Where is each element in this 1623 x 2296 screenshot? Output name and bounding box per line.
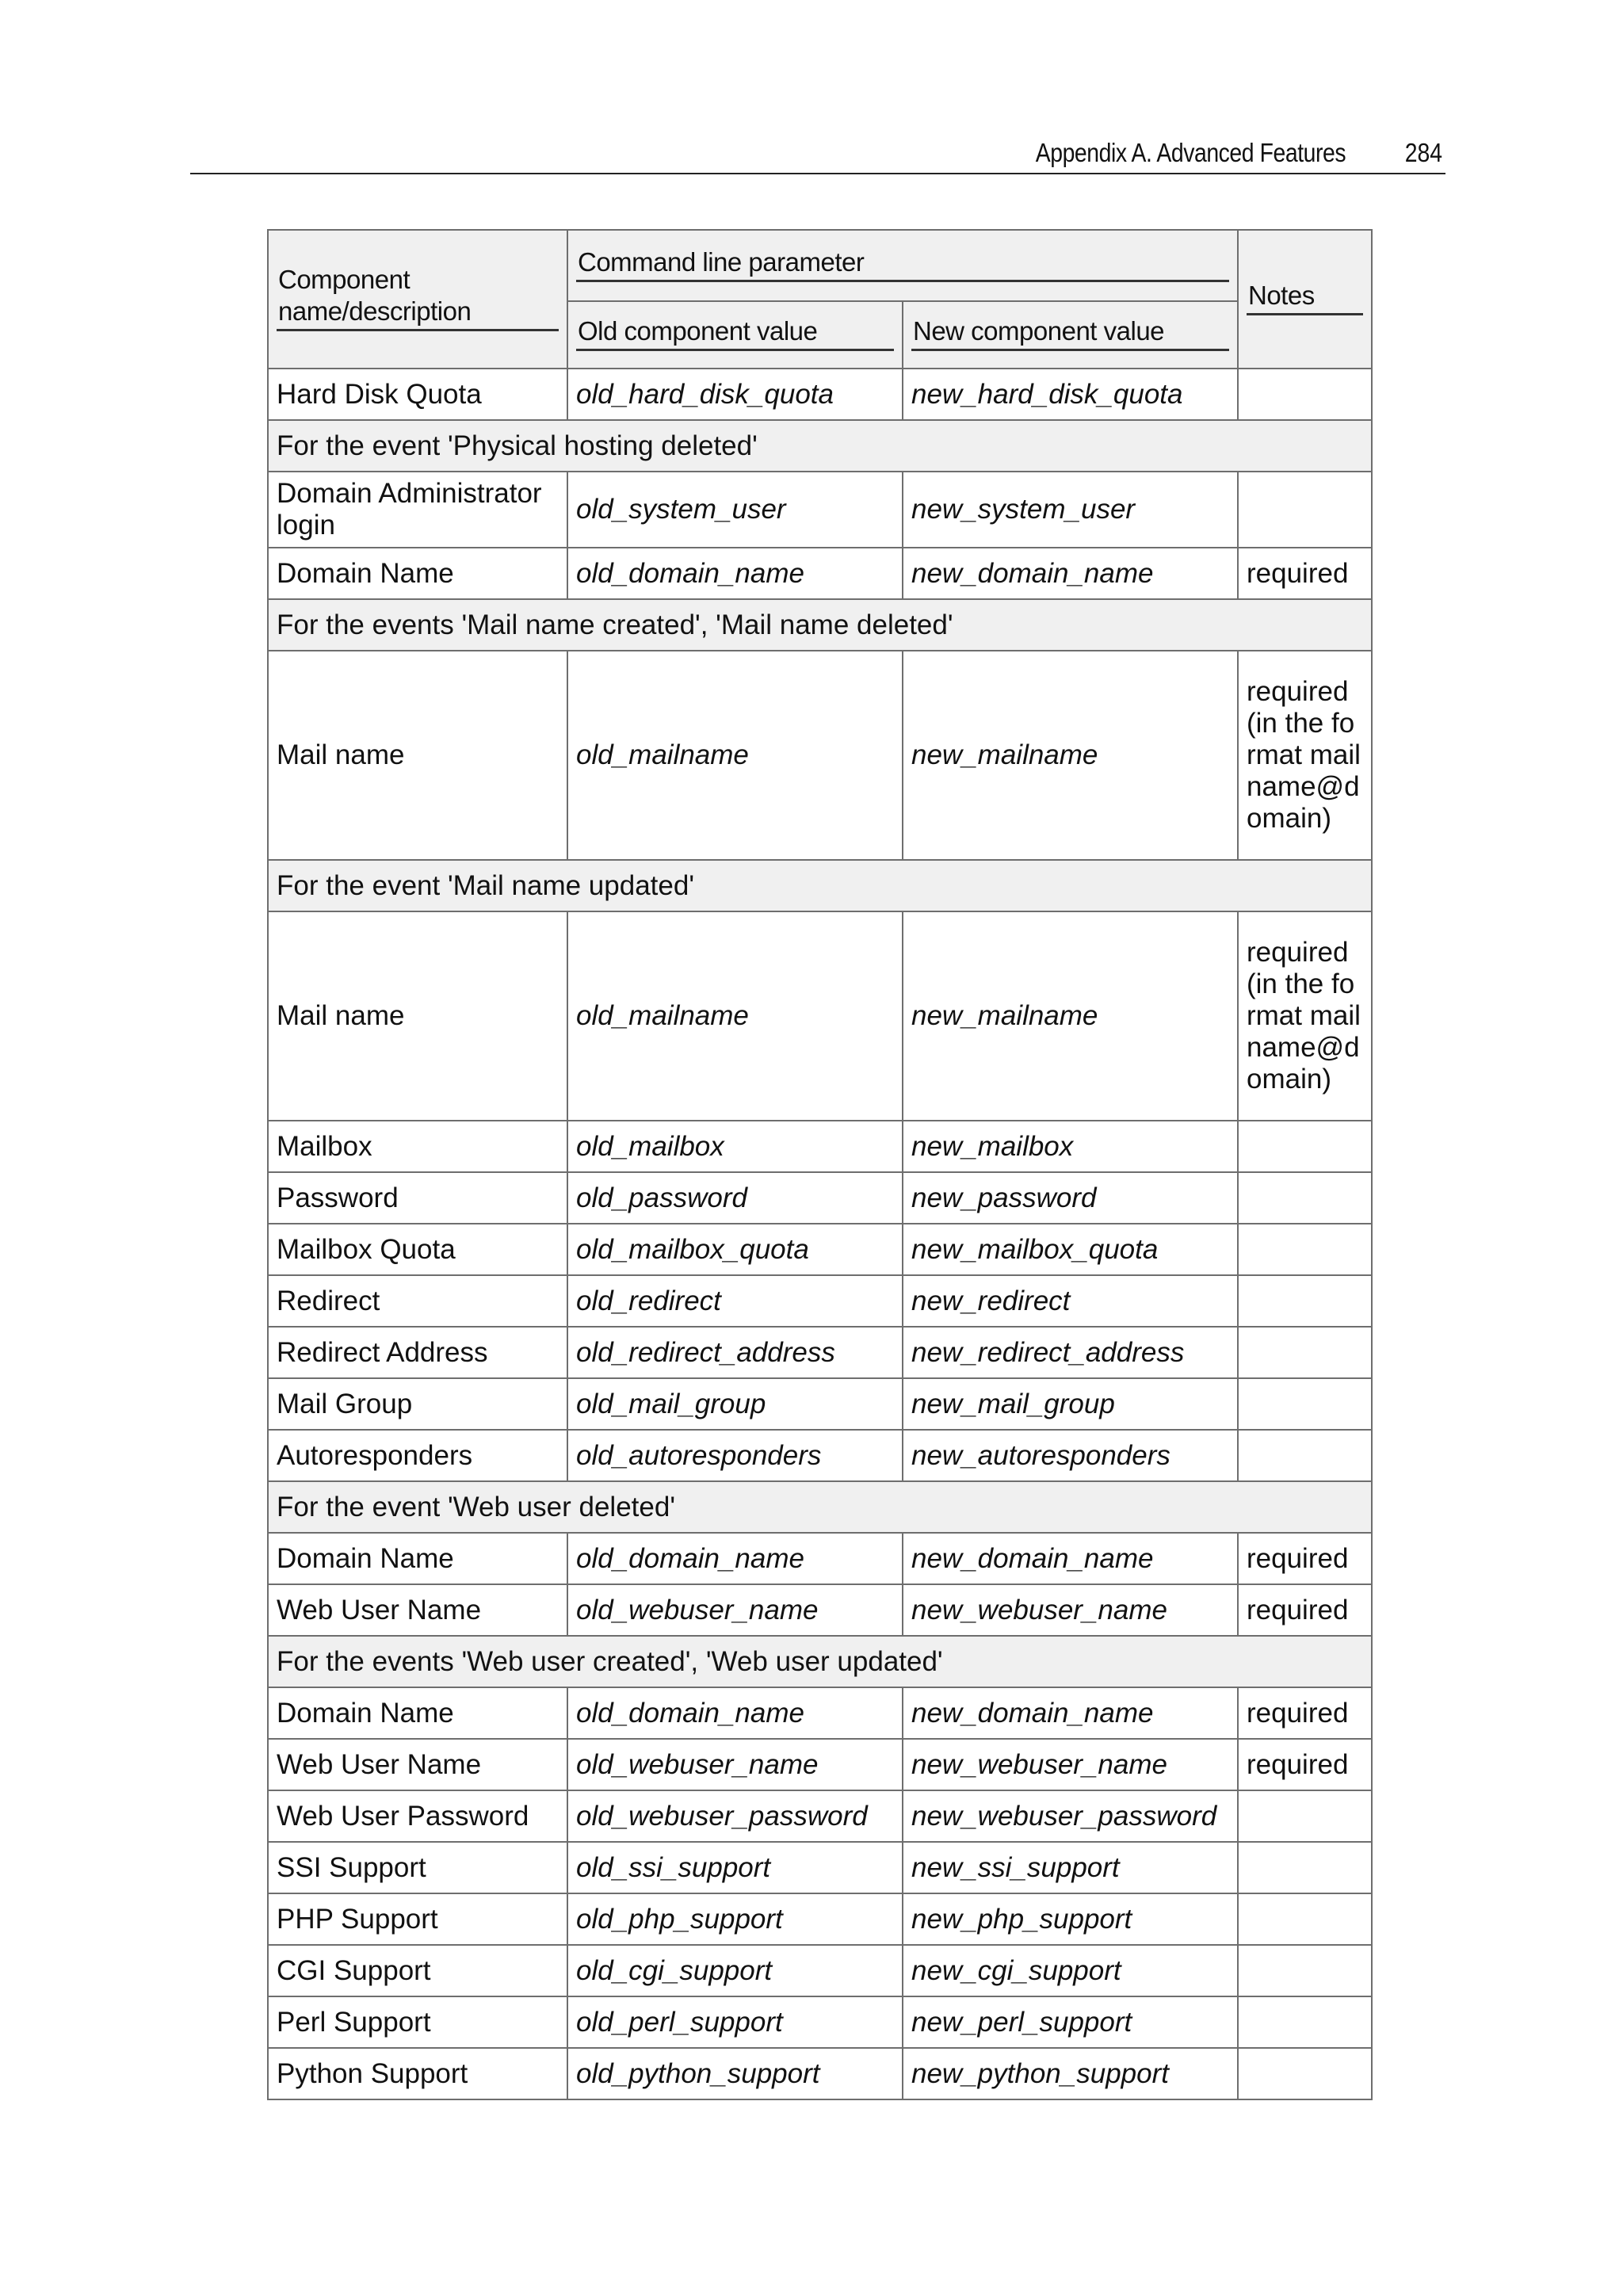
section-row: [268, 1636, 1372, 1687]
old-value-cell: old_webuser_name: [567, 1739, 903, 1790]
section-title: For the event 'Web user deleted': [268, 1481, 1372, 1533]
header-page-number: 284: [1404, 138, 1442, 167]
notes-cell: [1238, 472, 1372, 548]
table-row: [268, 911, 1372, 1121]
old-value-cell: old_mail_group: [567, 1378, 903, 1430]
component-cell: Hard Disk Quota: [268, 369, 567, 420]
table-row: [268, 1430, 1372, 1481]
notes-cell: required: [1238, 548, 1372, 599]
page-header: [190, 135, 1445, 174]
old-value-cell: old_webuser_name: [567, 1584, 903, 1636]
new-value-cell: new_mailname: [903, 911, 1238, 1121]
notes-cell: [1238, 369, 1372, 420]
table-row: [268, 1996, 1372, 2048]
old-value-cell: old_system_user: [567, 472, 903, 548]
notes-cell: required: [1238, 1739, 1372, 1790]
component-cell: SSI Support: [268, 1842, 567, 1893]
notes-cell: [1238, 2048, 1372, 2099]
new-value-cell: new_redirect: [903, 1275, 1238, 1327]
old-value-cell: old_mailbox_quota: [567, 1224, 903, 1275]
old-value-cell: old_autoresponders: [567, 1430, 903, 1481]
new-value-cell: new_hard_disk_quota: [903, 369, 1238, 420]
table-row: [268, 472, 1372, 548]
old-value-cell: old_mailname: [567, 911, 903, 1121]
component-cell: Domain Name: [268, 548, 567, 599]
section-row: [268, 1481, 1372, 1533]
notes-cell: [1238, 1224, 1372, 1275]
new-value-cell: new_mail_group: [903, 1378, 1238, 1430]
notes-cell: required: [1238, 1584, 1372, 1636]
notes-cell: [1238, 1893, 1372, 1945]
new-value-cell: new_webuser_name: [903, 1739, 1238, 1790]
col-header-new-value: New component value: [903, 301, 1238, 369]
new-value-cell: new_php_support: [903, 1893, 1238, 1945]
table-row: [268, 1584, 1372, 1636]
table-row: [268, 1945, 1372, 1996]
component-cell: Domain Administrator login: [268, 472, 567, 548]
table-row: [268, 1893, 1372, 1945]
notes-cell: [1238, 1842, 1372, 1893]
component-cell: Redirect: [268, 1275, 567, 1327]
notes-cell: [1238, 1996, 1372, 2048]
new-value-cell: new_python_support: [903, 2048, 1238, 2099]
new-value-cell: new_perl_support: [903, 1996, 1238, 2048]
section-title: For the event 'Mail name updated': [268, 860, 1372, 911]
component-cell: Domain Name: [268, 1687, 567, 1739]
section-title: For the events 'Mail name created', 'Mail name deleted': [268, 599, 1372, 651]
new-value-cell: new_password: [903, 1172, 1238, 1224]
table-row: [268, 1739, 1372, 1790]
table-row: [268, 2048, 1372, 2099]
notes-cell: [1238, 1172, 1372, 1224]
component-cell: Mail Group: [268, 1378, 567, 1430]
notes-cell: [1238, 1430, 1372, 1481]
component-cell: Mail name: [268, 911, 567, 1121]
section-row: [268, 599, 1372, 651]
section-title: For the events 'Web user created', 'Web user updated': [268, 1636, 1372, 1687]
old-value-cell: old_cgi_support: [567, 1945, 903, 1996]
section-row: [268, 860, 1372, 911]
component-cell: PHP Support: [268, 1893, 567, 1945]
new-value-cell: new_mailbox_quota: [903, 1224, 1238, 1275]
parameters-table: [267, 229, 1373, 2100]
old-value-cell: old_python_support: [567, 2048, 903, 2099]
new-value-cell: new_domain_name: [903, 1533, 1238, 1584]
table-row: [268, 651, 1372, 860]
component-cell: Python Support: [268, 2048, 567, 2099]
old-value-cell: old_password: [567, 1172, 903, 1224]
new-value-cell: new_domain_name: [903, 1687, 1238, 1739]
notes-cell: [1238, 1790, 1372, 1842]
new-value-cell: new_cgi_support: [903, 1945, 1238, 1996]
component-cell: Web User Name: [268, 1739, 567, 1790]
table-row: [268, 1224, 1372, 1275]
old-value-cell: old_perl_support: [567, 1996, 903, 2048]
table-row: [268, 1790, 1372, 1842]
table-row: [268, 1533, 1372, 1584]
new-value-cell: new_domain_name: [903, 548, 1238, 599]
table-row: [268, 1687, 1372, 1739]
table-row: [268, 1121, 1372, 1172]
col-header-command-line: Command line parameter: [567, 230, 1238, 301]
new-value-cell: new_webuser_password: [903, 1790, 1238, 1842]
old-value-cell: old_domain_name: [567, 1687, 903, 1739]
new-value-cell: new_autoresponders: [903, 1430, 1238, 1481]
col-header-component: Component name/description: [268, 230, 567, 369]
new-value-cell: new_mailname: [903, 651, 1238, 860]
notes-cell: [1238, 1327, 1372, 1378]
component-cell: Domain Name: [268, 1533, 567, 1584]
old-value-cell: old_ssi_support: [567, 1842, 903, 1893]
table-row: [268, 548, 1372, 599]
col-header-notes: Notes: [1238, 230, 1372, 369]
old-value-cell: old_php_support: [567, 1893, 903, 1945]
table-header: [268, 230, 1372, 369]
notes-cell: [1238, 1275, 1372, 1327]
table-row: [268, 369, 1372, 420]
component-cell: Perl Support: [268, 1996, 567, 2048]
table-row: [268, 1172, 1372, 1224]
notes-cell: required: [1238, 1533, 1372, 1584]
new-value-cell: new_redirect_address: [903, 1327, 1238, 1378]
component-cell: Autoresponders: [268, 1430, 567, 1481]
component-cell: Mailbox Quota: [268, 1224, 567, 1275]
component-cell: Mail name: [268, 651, 567, 860]
component-cell: CGI Support: [268, 1945, 567, 1996]
old-value-cell: old_domain_name: [567, 548, 903, 599]
component-cell: Mailbox: [268, 1121, 567, 1172]
old-value-cell: old_mailname: [567, 651, 903, 860]
notes-cell: required (in the format mailname@domain): [1238, 651, 1372, 860]
col-header-old-value: Old component value: [567, 301, 903, 369]
table-body: [268, 369, 1372, 2099]
new-value-cell: new_ssi_support: [903, 1842, 1238, 1893]
new-value-cell: new_system_user: [903, 472, 1238, 548]
old-value-cell: old_redirect_address: [567, 1327, 903, 1378]
section-title: For the event 'Physical hosting deleted': [268, 420, 1372, 472]
component-cell: Web User Name: [268, 1584, 567, 1636]
table-row: [268, 1842, 1372, 1893]
table-row: [268, 1327, 1372, 1378]
old-value-cell: old_mailbox: [567, 1121, 903, 1172]
notes-cell: required: [1238, 1687, 1372, 1739]
header-section-title: Appendix A. Advanced Features: [1035, 138, 1346, 167]
component-cell: Redirect Address: [268, 1327, 567, 1378]
old-value-cell: old_webuser_password: [567, 1790, 903, 1842]
component-cell: Password: [268, 1172, 567, 1224]
notes-cell: [1238, 1945, 1372, 1996]
table-row: [268, 1275, 1372, 1327]
notes-cell: required (in the format mailname@domain): [1238, 911, 1372, 1121]
new-value-cell: new_mailbox: [903, 1121, 1238, 1172]
old-value-cell: old_redirect: [567, 1275, 903, 1327]
new-value-cell: new_webuser_name: [903, 1584, 1238, 1636]
table-row: [268, 1378, 1372, 1430]
old-value-cell: old_hard_disk_quota: [567, 369, 903, 420]
section-row: [268, 420, 1372, 472]
component-cell: Web User Password: [268, 1790, 567, 1842]
notes-cell: [1238, 1121, 1372, 1172]
notes-cell: [1238, 1378, 1372, 1430]
old-value-cell: old_domain_name: [567, 1533, 903, 1584]
